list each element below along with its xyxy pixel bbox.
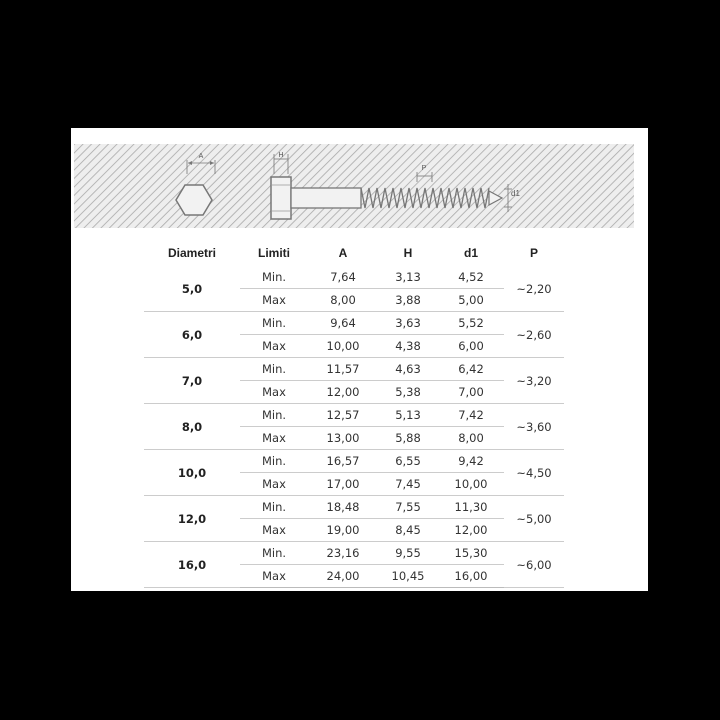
- h-cell: 3,13: [378, 266, 438, 289]
- table-row: [144, 542, 564, 565]
- a-cell: 11,57: [308, 358, 378, 381]
- pitch-cell: ~3,20: [504, 358, 564, 404]
- limit-cell: Max: [240, 381, 308, 404]
- limit-cell: Min.: [240, 358, 308, 381]
- limit-cell: Max: [240, 519, 308, 542]
- diameter-cell: 16,0: [144, 542, 240, 588]
- h-cell: 5,88: [378, 427, 438, 450]
- pitch-cell: ~4,50: [504, 450, 564, 496]
- header-p: P: [529, 246, 538, 260]
- limit-cell: Min.: [240, 542, 308, 565]
- h-cell: 4,38: [378, 335, 438, 358]
- limit-cell: Max: [240, 473, 308, 496]
- d1-cell: 9,42: [438, 450, 504, 473]
- header-d1: d1: [463, 246, 478, 260]
- d1-cell: 6,42: [438, 358, 504, 381]
- pitch-cell: ~6,00: [504, 542, 564, 588]
- d1-cell: 15,30: [438, 542, 504, 565]
- limit-cell: Max: [240, 565, 308, 588]
- label-d1: d1: [511, 189, 520, 198]
- a-cell: 8,00: [308, 289, 378, 312]
- header-h: H: [403, 246, 413, 260]
- a-cell: 12,00: [308, 381, 378, 404]
- limit-cell: Min.: [240, 312, 308, 335]
- label-a: A: [198, 153, 204, 160]
- h-cell: 6,55: [378, 450, 438, 473]
- spec-card: [71, 128, 648, 591]
- table-row: [144, 496, 564, 519]
- table-row: [144, 312, 564, 335]
- h-cell: 8,45: [378, 519, 438, 542]
- a-cell: 7,64: [308, 266, 378, 289]
- d1-cell: 5,00: [438, 289, 504, 312]
- spec-table: [144, 240, 564, 588]
- a-cell: 13,00: [308, 427, 378, 450]
- a-cell: 24,00: [308, 565, 378, 588]
- a-cell: 9,64: [308, 312, 378, 335]
- header-a: A: [338, 246, 348, 260]
- header-limiti: Limiti: [258, 246, 290, 260]
- d1-cell: 8,00: [438, 427, 504, 450]
- pitch-cell: ~3,60: [504, 404, 564, 450]
- table-row: [144, 358, 564, 381]
- pitch-cell: ~2,20: [504, 266, 564, 312]
- label-h: H: [278, 152, 284, 159]
- header-diametri: Diametri: [167, 246, 217, 260]
- a-cell: 10,00: [308, 335, 378, 358]
- d1-cell: 12,00: [438, 519, 504, 542]
- table-header-row: [144, 240, 564, 266]
- label-p: P: [421, 165, 427, 172]
- limit-cell: Min.: [240, 450, 308, 473]
- limit-cell: Max: [240, 289, 308, 312]
- a-cell: 23,16: [308, 542, 378, 565]
- d1-cell: 7,00: [438, 381, 504, 404]
- a-cell: 17,00: [308, 473, 378, 496]
- h-cell: 4,63: [378, 358, 438, 381]
- a-cell: 12,57: [308, 404, 378, 427]
- limit-cell: Min.: [240, 404, 308, 427]
- d1-cell: 7,42: [438, 404, 504, 427]
- diameter-cell: 10,0: [144, 450, 240, 496]
- h-cell: 3,88: [378, 289, 438, 312]
- a-cell: 19,00: [308, 519, 378, 542]
- table-row: [144, 404, 564, 427]
- h-cell: 9,55: [378, 542, 438, 565]
- limit-cell: Max: [240, 335, 308, 358]
- table-row: [144, 266, 564, 289]
- h-cell: 7,45: [378, 473, 438, 496]
- limit-cell: Min.: [240, 266, 308, 289]
- diameter-cell: 7,0: [144, 358, 240, 404]
- pitch-cell: ~5,00: [504, 496, 564, 542]
- hatched-background: [74, 144, 634, 228]
- d1-cell: 11,30: [438, 496, 504, 519]
- h-cell: 3,63: [378, 312, 438, 335]
- limit-cell: Min.: [240, 496, 308, 519]
- limit-cell: Max: [240, 427, 308, 450]
- diameter-cell: 12,0: [144, 496, 240, 542]
- diameter-cell: 5,0: [144, 266, 240, 312]
- screw-diagram: [74, 144, 634, 228]
- h-cell: 10,45: [378, 565, 438, 588]
- d1-cell: 6,00: [438, 335, 504, 358]
- d1-cell: 16,00: [438, 565, 504, 588]
- h-cell: 5,38: [378, 381, 438, 404]
- d1-cell: 5,52: [438, 312, 504, 335]
- pitch-cell: ~2,60: [504, 312, 564, 358]
- table-row: [144, 450, 564, 473]
- a-cell: 18,48: [308, 496, 378, 519]
- h-cell: 5,13: [378, 404, 438, 427]
- h-cell: 7,55: [378, 496, 438, 519]
- a-cell: 16,57: [308, 450, 378, 473]
- d1-cell: 4,52: [438, 266, 504, 289]
- diameter-cell: 6,0: [144, 312, 240, 358]
- diameter-cell: 8,0: [144, 404, 240, 450]
- d1-cell: 10,00: [438, 473, 504, 496]
